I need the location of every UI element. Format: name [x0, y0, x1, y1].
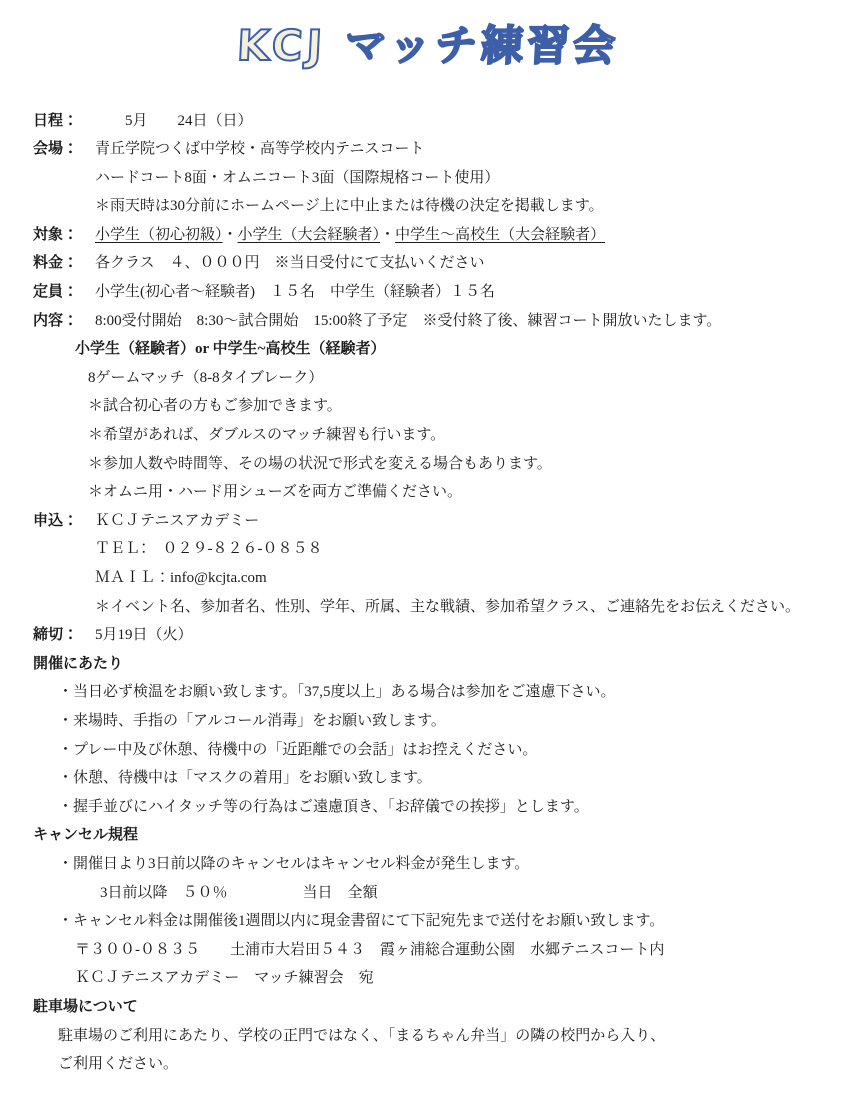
class-note: ＊参加人数や時間等、その場の状況で形式を変える場合もあります。 [88, 455, 552, 472]
precaution-item: ・当日必ず検温をお願い致します。「37,5度以上」ある場合は参加をご遠慮下さい。 [58, 684, 616, 701]
precaution-item: ・来場時、手指の「アルコール消毒」をお願い致します。 [58, 712, 446, 729]
apply-tel-row [0, 535, 857, 564]
schedule-value: 5月 24日（日） [95, 112, 253, 129]
venue-courts-row [0, 164, 857, 193]
target-separator: ・ [380, 226, 396, 243]
precautions-heading-row [0, 650, 857, 679]
cancellation-fees-row [0, 879, 857, 908]
apply-mail-row [0, 564, 857, 593]
parking-heading: 駐車場について [33, 998, 138, 1015]
class-note-row [0, 364, 857, 393]
capacity-label: 定員： [33, 284, 79, 301]
fee-row [0, 249, 857, 278]
class-note: ＊希望があれば、ダブルスのマッチ練習も行います。 [88, 427, 446, 444]
contents-label: 内容： [33, 312, 79, 329]
target-separator: ・ [222, 226, 238, 243]
venue-row [0, 135, 857, 164]
precaution-item: ・プレー中及び休憩、待機中の「近距離での会話」はお控えください。 [58, 741, 538, 758]
class-note-row [0, 392, 857, 421]
cancellation-fees: 3日前以降 ５０％ 当日 全額 [100, 884, 378, 901]
apply-mail: ＭＡＩＬ：info@kcjta.com [95, 570, 267, 586]
target-label: 対象： [33, 226, 79, 243]
apply-row [0, 507, 857, 536]
capacity-row [0, 278, 857, 307]
class-note: 8ゲームマッチ（8-8タイブレーク） [88, 369, 324, 386]
precaution-item-row [0, 764, 857, 793]
precaution-item-row [0, 707, 857, 736]
title-area [0, 0, 857, 73]
class-header-row [0, 335, 857, 364]
fee-value: 各クラス ４、０００円 ※当日受付にて支払いください [95, 255, 485, 272]
deadline-label: 締切： [33, 627, 79, 644]
deadline-row [0, 621, 857, 650]
class-note-row [0, 478, 857, 507]
cancellation-heading: キャンセル規程 [33, 827, 139, 844]
class-note-row [0, 421, 857, 450]
precaution-item: ・休憩、待機中は「マスクの着用」をお願い致します。 [58, 770, 432, 787]
apply-value: ＫＣＪテニスアカデミー [95, 512, 260, 529]
target-group: 中学生～高校生（大会経験者） [395, 226, 606, 243]
target-row [0, 221, 857, 250]
apply-note: ＊イベント名、参加者名、性別、学年、所属、主な戦績、参加希望クラス、ご連絡先をお伝えください。 [95, 598, 801, 615]
class-note: ＊試合初心者の方もご参加できます。 [88, 398, 342, 415]
precaution-item-row [0, 736, 857, 765]
apply-note-row [0, 593, 857, 622]
parking-line-row [0, 1022, 857, 1051]
cancellation-addressee-row [0, 964, 857, 993]
deadline-value: 5月19日（火） [95, 627, 193, 644]
venue-label: 会場： [33, 141, 79, 158]
venue-value: 青丘学院つくば中学校・高等学校内テニスコート [95, 141, 425, 158]
capacity-value: 小学生(初心者～経験者) １５名 中学生（経験者）１５名 [95, 284, 495, 301]
cancellation-rule: ・キャンセル料金は開催後1週間以内に現金書留にて下記宛先まで送付をお願い致します。 [58, 913, 665, 930]
precautions-heading: 開催にあたり [33, 655, 124, 672]
precaution-item-row [0, 678, 857, 707]
cancellation-addressee: ＫＣＪテニスアカデミー マッチ練習会 宛 [75, 970, 374, 987]
schedule-label: 日程： [33, 112, 79, 129]
cancellation-address-row [0, 936, 857, 965]
cancellation-rule-row [0, 850, 857, 879]
target-group: 小学生（初心初級） [95, 226, 223, 243]
apply-label: 申込： [33, 512, 79, 529]
parking-heading-row [0, 993, 857, 1022]
schedule-row [0, 107, 857, 136]
cancellation-heading-row [0, 821, 857, 850]
venue-rain-note: ＊雨天時は30分前にホームページ上に中止または待機の決定を掲載します。 [95, 198, 604, 215]
parking-line: ご利用ください。 [58, 1056, 179, 1073]
fee-label: 料金： [33, 255, 79, 272]
page-title: KCJ マッチ練習会 [236, 21, 621, 70]
cancellation-address: 〒３００‐０８３５ 土浦市大岩田５４３ 霞ヶ浦総合運動公園 水郷テニスコート内 [75, 941, 665, 958]
venue-rain-note-row [0, 192, 857, 221]
parking-line-row [0, 1050, 857, 1079]
parking-line: 駐車場のご利用にあたり、学校の正門ではなく、「まるちゃん弁当」の隣の校門から入り、 [58, 1027, 666, 1044]
class-note-row [0, 450, 857, 479]
target-group: 小学生（大会経験者） [237, 226, 381, 243]
contents-row [0, 307, 857, 336]
class-header: 小学生（経験者）or 中学生~高校生（経験者） [75, 341, 386, 358]
precaution-item: ・握手並びにハイタッチ等の行為はご遠慮頂き、「お辞儀での挨拶」とします。 [58, 798, 589, 815]
cancellation-rule: ・開催日より3日前以降のキャンセルはキャンセル料金が発生します。 [58, 855, 530, 872]
precaution-item-row [0, 793, 857, 822]
class-note: ＊オムニ用・ハード用シューズを両方ご準備ください。 [88, 484, 462, 501]
apply-tel: ＴＥＬ： ０２９‐８２６‐０８５８ [95, 541, 323, 558]
flyer-body [0, 107, 857, 1079]
contents-value: 8:00受付開始 8:30～試合開始 15:00終了予定 ※受付終了後、練習コート開放いたします。 [95, 312, 722, 329]
venue-courts: ハードコート8面・オムニコート3面（国際規格コート使用） [95, 169, 500, 186]
cancellation-rule-row [0, 907, 857, 936]
